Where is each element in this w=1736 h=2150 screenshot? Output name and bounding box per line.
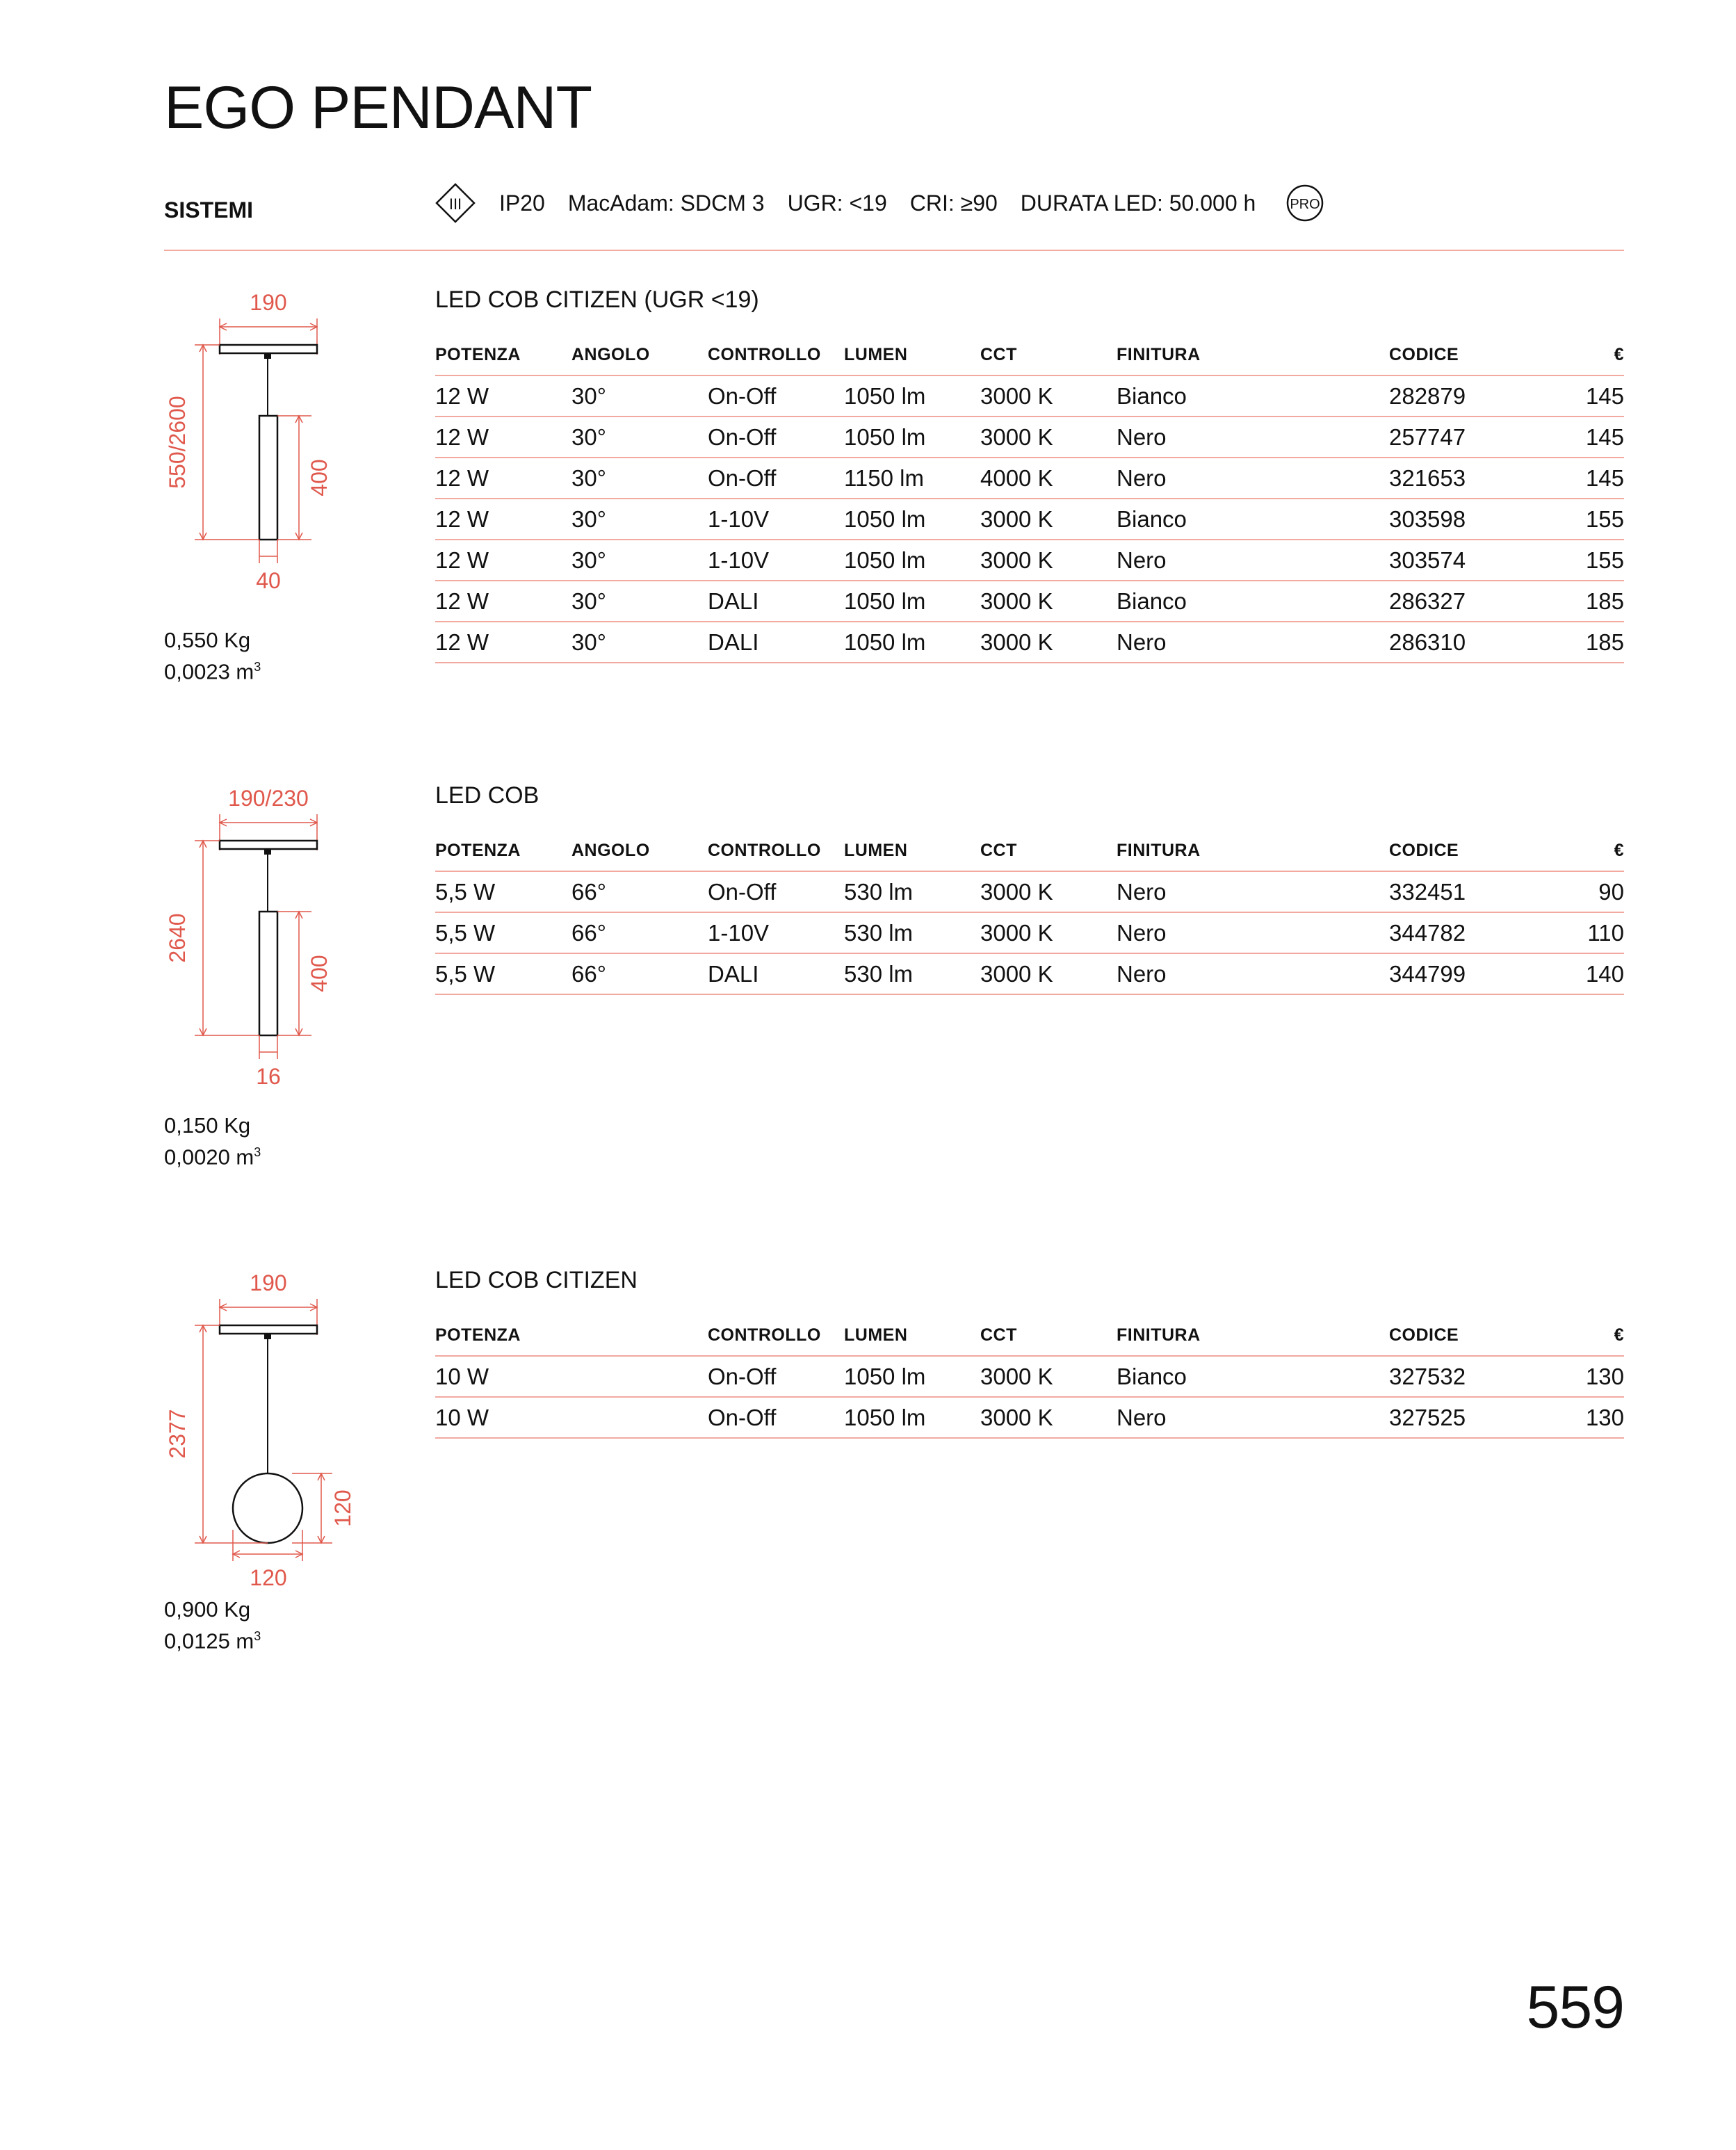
- section-title: LED COB CITIZEN: [435, 1267, 638, 1293]
- cell: [571, 1356, 708, 1397]
- cell: 12 W: [435, 417, 571, 458]
- col-header: FINITURA: [1117, 1315, 1389, 1356]
- cell: 1050 lm: [844, 1397, 980, 1438]
- dimension-drawing-cylinder-small: [139, 774, 362, 1108]
- cell: 3000 K: [980, 953, 1117, 994]
- section-title: LED COB: [435, 782, 540, 809]
- header-divider: [164, 250, 1624, 251]
- cell: 110: [1525, 912, 1624, 953]
- table-row: [435, 375, 1624, 417]
- table-row: [435, 540, 1624, 581]
- cell: 3000 K: [980, 375, 1117, 417]
- weight-info: [164, 1597, 261, 1654]
- table-header-row: [435, 334, 1624, 375]
- cell: 3000 K: [980, 540, 1117, 581]
- table-row: [435, 1397, 1624, 1438]
- cell: On-Off: [708, 375, 844, 417]
- col-header: €: [1525, 334, 1624, 375]
- section-title: LED COB CITIZEN (UGR <19): [435, 286, 759, 313]
- table-row: [435, 622, 1624, 663]
- dim-top-width: 190: [250, 1270, 287, 1295]
- cell: 30°: [571, 417, 708, 458]
- class-icon-label: III: [448, 195, 462, 213]
- product-table: [435, 830, 1624, 995]
- volume-unit: 3: [254, 1145, 261, 1159]
- table-header-row: [435, 830, 1624, 871]
- cell: 155: [1525, 540, 1624, 581]
- cell: 3000 K: [980, 581, 1117, 622]
- col-header: €: [1525, 1315, 1624, 1356]
- col-header: €: [1525, 830, 1624, 871]
- systems-label: SISTEMI: [164, 197, 254, 223]
- dimension-drawing-sphere: [139, 1259, 362, 1592]
- pro-badge-icon: [1285, 184, 1324, 223]
- cell: On-Off: [708, 417, 844, 458]
- cell: 1050 lm: [844, 375, 980, 417]
- systems-specs: [435, 178, 1324, 228]
- cell: 530 lm: [844, 912, 980, 953]
- cell: 344799: [1389, 953, 1525, 994]
- table-row: [435, 499, 1624, 540]
- table-row: [435, 458, 1624, 499]
- dim-top-width: 190: [250, 290, 287, 315]
- cell: 3000 K: [980, 912, 1117, 953]
- cell: 3000 K: [980, 1397, 1117, 1438]
- cell: Bianco: [1117, 581, 1389, 622]
- cell: DALI: [708, 581, 844, 622]
- col-header: CODICE: [1389, 830, 1525, 871]
- cell: Nero: [1117, 458, 1389, 499]
- cell: Nero: [1117, 953, 1389, 994]
- table-row: [435, 417, 1624, 458]
- volume-value: 0,0020 m: [164, 1145, 254, 1170]
- cell: Nero: [1117, 417, 1389, 458]
- cell: 286310: [1389, 622, 1525, 663]
- col-header: FINITURA: [1117, 334, 1389, 375]
- cell: 1050 lm: [844, 1356, 980, 1397]
- cell: 327525: [1389, 1397, 1525, 1438]
- spec-led-life: DURATA LED: 50.000 h: [1020, 190, 1256, 216]
- product-table: [435, 334, 1624, 663]
- col-header: FINITURA: [1117, 830, 1389, 871]
- cell: On-Off: [708, 871, 844, 912]
- cell: 145: [1525, 417, 1624, 458]
- cell: 30°: [571, 581, 708, 622]
- table-row: [435, 581, 1624, 622]
- cell: Bianco: [1117, 499, 1389, 540]
- cell: 30°: [571, 375, 708, 417]
- cell: Bianco: [1117, 375, 1389, 417]
- cell: DALI: [708, 953, 844, 994]
- col-header: LUMEN: [844, 1315, 980, 1356]
- dim-body-height: 400: [307, 955, 332, 992]
- dim-body-height: 400: [307, 459, 332, 496]
- col-header: CODICE: [1389, 1315, 1525, 1356]
- volume-unit: 3: [254, 660, 261, 674]
- col-header: LUMEN: [844, 334, 980, 375]
- cell: 12 W: [435, 581, 571, 622]
- col-header: CODICE: [1389, 334, 1525, 375]
- dim-sphere-height: 120: [330, 1489, 355, 1527]
- volume-value: 0,0125 m: [164, 1628, 254, 1654]
- spec-cri: CRI: ≥90: [909, 190, 998, 216]
- cell: 3000 K: [980, 499, 1117, 540]
- cell: Nero: [1117, 871, 1389, 912]
- cell: Nero: [1117, 540, 1389, 581]
- product-table: [435, 1315, 1624, 1439]
- table-row: [435, 953, 1624, 994]
- cell: 530 lm: [844, 953, 980, 994]
- cell: 145: [1525, 375, 1624, 417]
- cell: 12 W: [435, 375, 571, 417]
- cell: 155: [1525, 499, 1624, 540]
- cell: 257747: [1389, 417, 1525, 458]
- cell: 5,5 W: [435, 912, 571, 953]
- col-header: CONTROLLO: [708, 830, 844, 871]
- cell: 140: [1525, 953, 1624, 994]
- table-row: [435, 1356, 1624, 1397]
- cell: 12 W: [435, 458, 571, 499]
- cell: On-Off: [708, 458, 844, 499]
- col-header: [571, 1315, 708, 1356]
- cell: Bianco: [1117, 1356, 1389, 1397]
- col-header: POTENZA: [435, 1315, 571, 1356]
- cell: 1-10V: [708, 912, 844, 953]
- cell: 66°: [571, 871, 708, 912]
- cell: 30°: [571, 540, 708, 581]
- cell: 530 lm: [844, 871, 980, 912]
- spec-ip: IP20: [499, 190, 545, 216]
- cell: 130: [1525, 1397, 1624, 1438]
- cell: 3000 K: [980, 871, 1117, 912]
- page-title: EGO PENDANT: [164, 74, 592, 141]
- cell: 12 W: [435, 622, 571, 663]
- cell: 282879: [1389, 375, 1525, 417]
- cell: 1050 lm: [844, 540, 980, 581]
- cell: Nero: [1117, 1397, 1389, 1438]
- cell: 1150 lm: [844, 458, 980, 499]
- cell: 30°: [571, 499, 708, 540]
- volume-unit: 3: [254, 1629, 261, 1643]
- cell: On-Off: [708, 1397, 844, 1438]
- cell: 303598: [1389, 499, 1525, 540]
- cell: 303574: [1389, 540, 1525, 581]
- cell: 66°: [571, 953, 708, 994]
- cell: 1-10V: [708, 499, 844, 540]
- dim-total-height: 2640: [165, 913, 190, 963]
- cell: [571, 1397, 708, 1438]
- dim-sphere-diameter: 120: [250, 1565, 287, 1590]
- cell: 90: [1525, 871, 1624, 912]
- dimension-drawing-cylinder: [139, 278, 362, 612]
- col-header: CONTROLLO: [708, 1315, 844, 1356]
- weight-info: [164, 1113, 261, 1170]
- weight-value: 0,550 Kg: [164, 628, 251, 652]
- weight-value: 0,150 Kg: [164, 1113, 251, 1138]
- cell: 145: [1525, 458, 1624, 499]
- col-header: CCT: [980, 334, 1117, 375]
- col-header: POTENZA: [435, 334, 571, 375]
- cell: 30°: [571, 458, 708, 499]
- cell: 1050 lm: [844, 622, 980, 663]
- table-header-row: [435, 1315, 1624, 1356]
- cell: 4000 K: [980, 458, 1117, 499]
- cell: 5,5 W: [435, 953, 571, 994]
- volume-value: 0,0023 m: [164, 659, 254, 684]
- col-header: CCT: [980, 830, 1117, 871]
- cell: 1050 lm: [844, 417, 980, 458]
- cell: 12 W: [435, 499, 571, 540]
- col-header: POTENZA: [435, 830, 571, 871]
- cell: 1-10V: [708, 540, 844, 581]
- dim-top-width: 190/230: [228, 786, 309, 811]
- cell: Nero: [1117, 622, 1389, 663]
- dim-bottom-diameter: 16: [256, 1064, 281, 1089]
- cell: 185: [1525, 581, 1624, 622]
- cell: 185: [1525, 622, 1624, 663]
- cell: 327532: [1389, 1356, 1525, 1397]
- col-header: CCT: [980, 1315, 1117, 1356]
- cell: Nero: [1117, 912, 1389, 953]
- dim-total-height: 550/2600: [165, 396, 190, 489]
- weight-value: 0,900 Kg: [164, 1597, 251, 1622]
- cell: 66°: [571, 912, 708, 953]
- cell: 321653: [1389, 458, 1525, 499]
- cell: 12 W: [435, 540, 571, 581]
- col-header: ANGOLO: [571, 334, 708, 375]
- cell: 3000 K: [980, 417, 1117, 458]
- cell: 3000 K: [980, 622, 1117, 663]
- col-header: LUMEN: [844, 830, 980, 871]
- weight-info: [164, 627, 261, 685]
- cell: 344782: [1389, 912, 1525, 953]
- cell: On-Off: [708, 1356, 844, 1397]
- cell: DALI: [708, 622, 844, 663]
- cell: 332451: [1389, 871, 1525, 912]
- col-header: CONTROLLO: [708, 334, 844, 375]
- cell: 286327: [1389, 581, 1525, 622]
- page-number: 559: [1526, 1974, 1624, 2041]
- cell: 5,5 W: [435, 871, 571, 912]
- table-row: [435, 871, 1624, 912]
- cell: 1050 lm: [844, 499, 980, 540]
- dim-total-height: 2377: [165, 1409, 190, 1459]
- insulation-class-icon: [435, 183, 476, 223]
- spec-ugr: UGR: <19: [787, 190, 887, 216]
- cell: 3000 K: [980, 1356, 1117, 1397]
- cell: 130: [1525, 1356, 1624, 1397]
- pro-icon-label: PRO: [1290, 197, 1320, 212]
- col-header: ANGOLO: [571, 830, 708, 871]
- cell: 1050 lm: [844, 581, 980, 622]
- dim-bottom-diameter: 40: [256, 568, 281, 593]
- spec-macadam: MacAdam: SDCM 3: [567, 190, 765, 216]
- table-row: [435, 912, 1624, 953]
- cell: 10 W: [435, 1356, 571, 1397]
- cell: 10 W: [435, 1397, 571, 1438]
- cell: 30°: [571, 622, 708, 663]
